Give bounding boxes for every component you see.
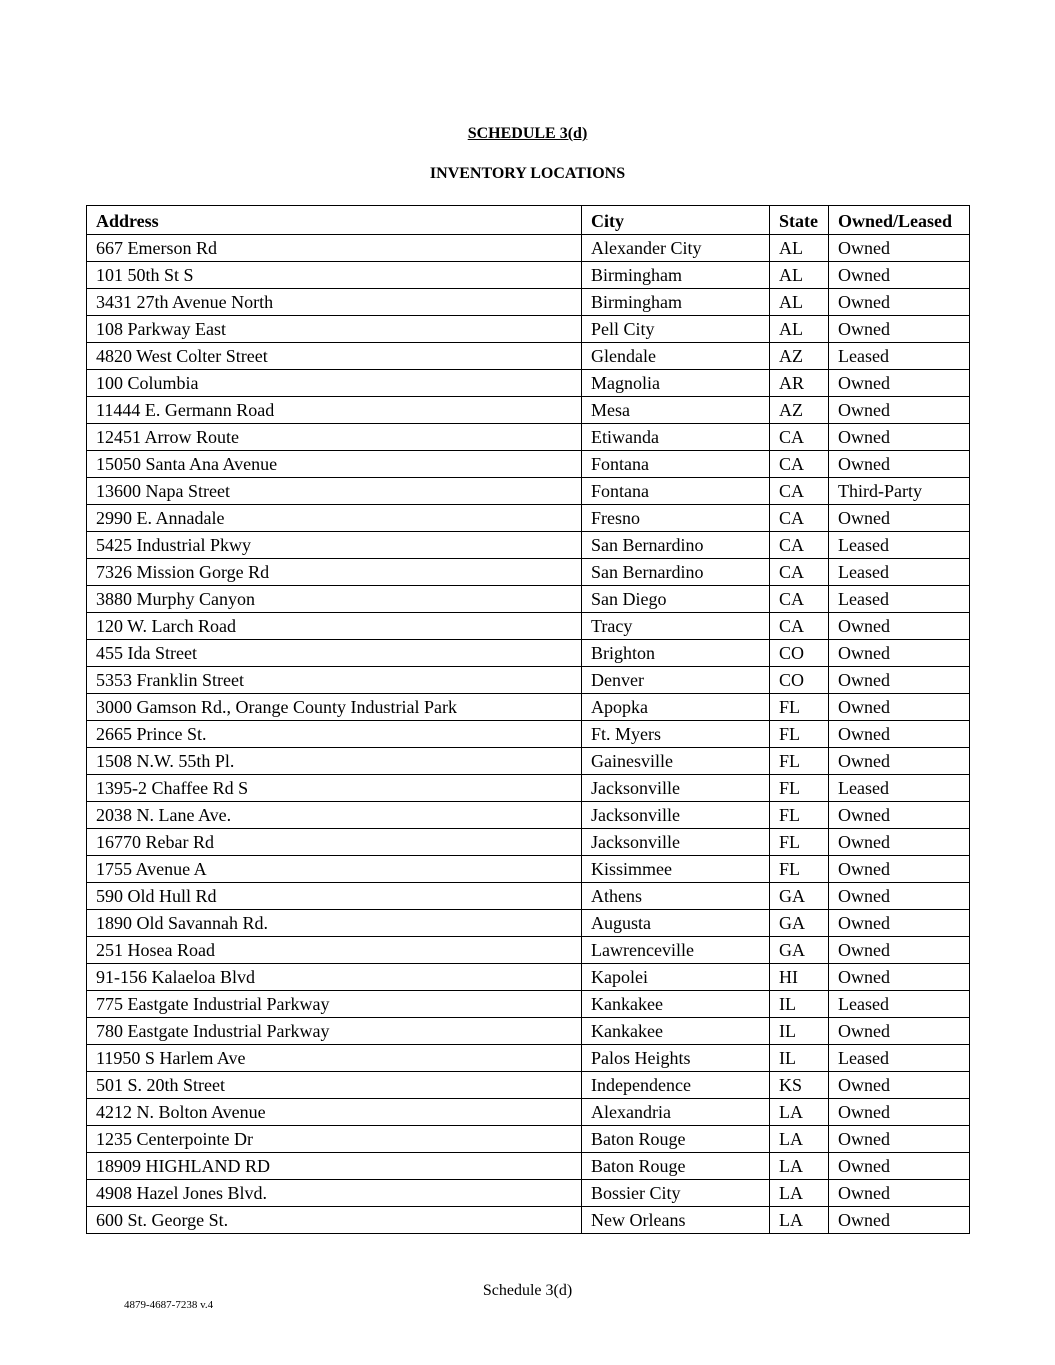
address-cell: 5353 Franklin Street (87, 667, 582, 694)
table-row (87, 856, 970, 883)
table-row (87, 721, 970, 748)
table-header-row (87, 206, 970, 235)
address-cell: 100 Columbia (87, 370, 582, 397)
address-cell: 7326 Mission Gorge Rd (87, 559, 582, 586)
address-cell: 251 Hosea Road (87, 937, 582, 964)
state-cell: LA (770, 1180, 829, 1207)
owned-leased-cell: Leased (829, 775, 970, 802)
address-cell: 16770 Rebar Rd (87, 829, 582, 856)
city-cell: Athens (582, 883, 770, 910)
table-row (87, 667, 970, 694)
table-row (87, 910, 970, 937)
table-row (87, 937, 970, 964)
owned-leased-cell: Leased (829, 343, 970, 370)
city-cell: Gainesville (582, 748, 770, 775)
table-row (87, 748, 970, 775)
owned-leased-cell: Owned (829, 694, 970, 721)
table-row (87, 289, 970, 316)
address-cell: 15050 Santa Ana Avenue (87, 451, 582, 478)
state-cell: LA (770, 1207, 829, 1234)
state-cell: CA (770, 424, 829, 451)
page-title: INVENTORY LOCATIONS (429, 165, 626, 182)
footer-label: Schedule 3(d) (482, 1282, 573, 1299)
owned-leased-cell: Owned (829, 883, 970, 910)
table-row (87, 532, 970, 559)
owned-leased-cell: Third-Party (829, 478, 970, 505)
state-cell: KS (770, 1072, 829, 1099)
table-row (87, 1207, 970, 1234)
state-cell: FL (770, 856, 829, 883)
state-cell: AL (770, 289, 829, 316)
city-cell: Ft. Myers (582, 721, 770, 748)
city-cell: San Bernardino (582, 559, 770, 586)
owned-leased-cell: Owned (829, 937, 970, 964)
owned-leased-cell: Owned (829, 235, 970, 262)
table-row (87, 478, 970, 505)
table-row (87, 235, 970, 262)
table-row (87, 1153, 970, 1180)
city-cell: Birmingham (582, 262, 770, 289)
city-cell: Glendale (582, 343, 770, 370)
table-row (87, 1072, 970, 1099)
owned-leased-cell: Owned (829, 964, 970, 991)
state-cell: FL (770, 802, 829, 829)
city-cell: Fontana (582, 478, 770, 505)
address-cell: 12451 Arrow Route (87, 424, 582, 451)
city-cell: Palos Heights (582, 1045, 770, 1072)
owned-leased-cell: Owned (829, 1207, 970, 1234)
table-row (87, 829, 970, 856)
owned-leased-cell: Owned (829, 1099, 970, 1126)
city-cell: Birmingham (582, 289, 770, 316)
address-cell: 3880 Murphy Canyon (87, 586, 582, 613)
city-cell: Alexandria (582, 1099, 770, 1126)
owned-leased-cell: Owned (829, 1126, 970, 1153)
city-cell: Baton Rouge (582, 1126, 770, 1153)
city-cell: Kankakee (582, 991, 770, 1018)
owned-leased-cell: Leased (829, 586, 970, 613)
address-cell: 3000 Gamson Rd., Orange County Industrial Park (87, 694, 582, 721)
address-cell: 5425 Industrial Pkwy (87, 532, 582, 559)
address-cell: 108 Parkway East (87, 316, 582, 343)
state-cell: CA (770, 478, 829, 505)
state-cell: FL (770, 748, 829, 775)
table-row (87, 1099, 970, 1126)
address-cell: 1755 Avenue A (87, 856, 582, 883)
table-row (87, 1045, 970, 1072)
state-cell: CO (770, 640, 829, 667)
city-cell: Independence (582, 1072, 770, 1099)
city-cell: Alexander City (582, 235, 770, 262)
state-cell: LA (770, 1153, 829, 1180)
owned-leased-cell: Owned (829, 451, 970, 478)
table-row (87, 991, 970, 1018)
city-cell: Lawrenceville (582, 937, 770, 964)
state-cell: FL (770, 775, 829, 802)
city-cell: Magnolia (582, 370, 770, 397)
address-cell: 4212 N. Bolton Avenue (87, 1099, 582, 1126)
city-cell: San Bernardino (582, 532, 770, 559)
table-row (87, 694, 970, 721)
city-cell: Apopka (582, 694, 770, 721)
address-cell: 4820 West Colter Street (87, 343, 582, 370)
state-cell: IL (770, 1045, 829, 1072)
state-cell: CA (770, 451, 829, 478)
state-cell: GA (770, 910, 829, 937)
city-cell: Jacksonville (582, 829, 770, 856)
address-cell: 2038 N. Lane Ave. (87, 802, 582, 829)
table-row (87, 343, 970, 370)
owned-leased-cell: Leased (829, 559, 970, 586)
table-row (87, 316, 970, 343)
owned-leased-cell: Owned (829, 289, 970, 316)
address-cell: 2990 E. Annadale (87, 505, 582, 532)
address-cell: 780 Eastgate Industrial Parkway (87, 1018, 582, 1045)
column-header-state: State (770, 206, 829, 235)
table-row (87, 613, 970, 640)
state-cell: AL (770, 316, 829, 343)
city-cell: San Diego (582, 586, 770, 613)
table-row (87, 1126, 970, 1153)
owned-leased-cell: Owned (829, 1072, 970, 1099)
owned-leased-cell: Owned (829, 262, 970, 289)
address-cell: 1890 Old Savannah Rd. (87, 910, 582, 937)
state-cell: AZ (770, 397, 829, 424)
owned-leased-cell: Leased (829, 532, 970, 559)
city-cell: Etiwanda (582, 424, 770, 451)
owned-leased-cell: Owned (829, 802, 970, 829)
state-cell: CA (770, 505, 829, 532)
address-cell: 120 W. Larch Road (87, 613, 582, 640)
city-cell: Bossier City (582, 1180, 770, 1207)
address-cell: 1508 N.W. 55th Pl. (87, 748, 582, 775)
state-cell: CA (770, 559, 829, 586)
address-cell: 101 50th St S (87, 262, 582, 289)
table-row (87, 370, 970, 397)
state-cell: FL (770, 721, 829, 748)
table-row (87, 964, 970, 991)
city-cell: Fontana (582, 451, 770, 478)
address-cell: 3431 27th Avenue North (87, 289, 582, 316)
address-cell: 455 Ida Street (87, 640, 582, 667)
address-cell: 91-156 Kalaeloa Blvd (87, 964, 582, 991)
city-cell: New Orleans (582, 1207, 770, 1234)
owned-leased-cell: Owned (829, 1018, 970, 1045)
owned-leased-cell: Owned (829, 856, 970, 883)
table-row (87, 1180, 970, 1207)
state-cell: FL (770, 829, 829, 856)
table-row (87, 883, 970, 910)
table-row (87, 640, 970, 667)
table-row (87, 424, 970, 451)
owned-leased-cell: Owned (829, 910, 970, 937)
owned-leased-cell: Owned (829, 1180, 970, 1207)
address-cell: 600 St. George St. (87, 1207, 582, 1234)
state-cell: AZ (770, 343, 829, 370)
address-cell: 13600 Napa Street (87, 478, 582, 505)
column-header-owned-leased: Owned/Leased (829, 206, 970, 235)
city-cell: Augusta (582, 910, 770, 937)
document-id: 4879-4687-7238 v.4 (124, 1299, 214, 1311)
state-cell: CA (770, 613, 829, 640)
column-header-address: Address (87, 206, 582, 235)
table-row (87, 262, 970, 289)
owned-leased-cell: Owned (829, 613, 970, 640)
state-cell: GA (770, 883, 829, 910)
table-row (87, 397, 970, 424)
city-cell: Baton Rouge (582, 1153, 770, 1180)
state-cell: FL (770, 694, 829, 721)
owned-leased-cell: Owned (829, 667, 970, 694)
address-cell: 1395-2 Chaffee Rd S (87, 775, 582, 802)
state-cell: HI (770, 964, 829, 991)
state-cell: CO (770, 667, 829, 694)
owned-leased-cell: Owned (829, 505, 970, 532)
address-cell: 11950 S Harlem Ave (87, 1045, 582, 1072)
address-cell: 2665 Prince St. (87, 721, 582, 748)
city-cell: Jacksonville (582, 802, 770, 829)
city-cell: Kapolei (582, 964, 770, 991)
state-cell: GA (770, 937, 829, 964)
table-row (87, 559, 970, 586)
owned-leased-cell: Leased (829, 991, 970, 1018)
city-cell: Tracy (582, 613, 770, 640)
owned-leased-cell: Owned (829, 370, 970, 397)
address-cell: 1235 Centerpointe Dr (87, 1126, 582, 1153)
inventory-locations-table (86, 205, 970, 1234)
column-header-city: City (582, 206, 770, 235)
owned-leased-cell: Owned (829, 397, 970, 424)
table-row (87, 586, 970, 613)
address-cell: 4908 Hazel Jones Blvd. (87, 1180, 582, 1207)
state-cell: AL (770, 262, 829, 289)
table-row (87, 775, 970, 802)
city-cell: Denver (582, 667, 770, 694)
table-row (87, 451, 970, 478)
state-cell: LA (770, 1126, 829, 1153)
table-row (87, 505, 970, 532)
owned-leased-cell: Owned (829, 1153, 970, 1180)
state-cell: LA (770, 1099, 829, 1126)
city-cell: Jacksonville (582, 775, 770, 802)
owned-leased-cell: Owned (829, 424, 970, 451)
city-cell: Mesa (582, 397, 770, 424)
table-body (87, 235, 970, 1234)
owned-leased-cell: Owned (829, 748, 970, 775)
city-cell: Kissimmee (582, 856, 770, 883)
city-cell: Brighton (582, 640, 770, 667)
owned-leased-cell: Owned (829, 829, 970, 856)
address-cell: 11444 E. Germann Road (87, 397, 582, 424)
state-cell: IL (770, 991, 829, 1018)
address-cell: 775 Eastgate Industrial Parkway (87, 991, 582, 1018)
city-cell: Fresno (582, 505, 770, 532)
owned-leased-cell: Owned (829, 721, 970, 748)
state-cell: AL (770, 235, 829, 262)
state-cell: CA (770, 586, 829, 613)
schedule-title: SCHEDULE 3(d) (467, 125, 588, 142)
state-cell: IL (770, 1018, 829, 1045)
owned-leased-cell: Owned (829, 640, 970, 667)
address-cell: 590 Old Hull Rd (87, 883, 582, 910)
address-cell: 667 Emerson Rd (87, 235, 582, 262)
owned-leased-cell: Owned (829, 316, 970, 343)
address-cell: 18909 HIGHLAND RD (87, 1153, 582, 1180)
city-cell: Pell City (582, 316, 770, 343)
table-row (87, 1018, 970, 1045)
table-row (87, 802, 970, 829)
state-cell: CA (770, 532, 829, 559)
owned-leased-cell: Leased (829, 1045, 970, 1072)
address-cell: 501 S. 20th Street (87, 1072, 582, 1099)
state-cell: AR (770, 370, 829, 397)
city-cell: Kankakee (582, 1018, 770, 1045)
